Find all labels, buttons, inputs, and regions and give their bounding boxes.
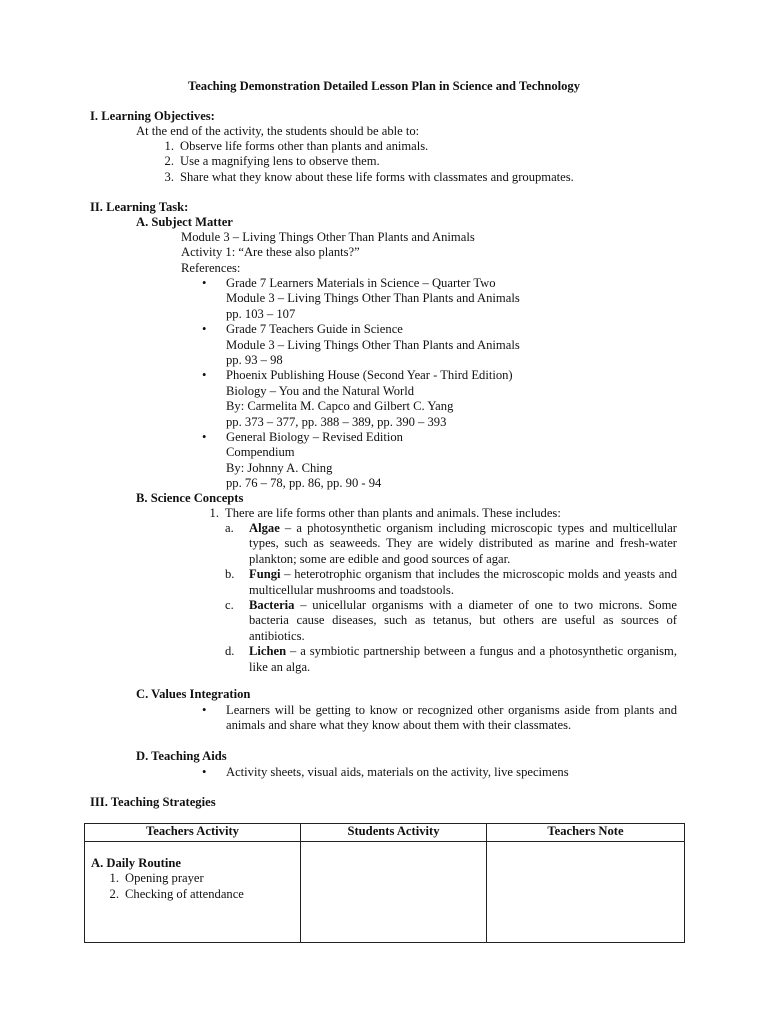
objective-item: 2. Use a magnifying lens to observe them. bbox=[164, 154, 380, 169]
daily-routine-heading: A. Daily Routine bbox=[91, 856, 181, 870]
section-learning-objectives-heading: I. Learning Objectives: bbox=[90, 109, 215, 123]
column-header: Students Activity bbox=[301, 824, 487, 842]
concept-item: c. Bacteria – unicellular organisms with a diameter of one to two microns. Some bacteria cause diseases, such as tetanus, but others are useful as sources of antibiotics. bbox=[225, 598, 677, 643]
bullet-icon: • bbox=[202, 703, 207, 717]
concept-item: d. Lichen – a symbiotic partnership between a fungus and a photosynthetic organism, like an alga. bbox=[225, 644, 677, 674]
science-concepts-list bbox=[225, 521, 677, 675]
teachers-note-cell bbox=[487, 842, 685, 943]
teaching-strategies-table bbox=[84, 823, 685, 943]
concept-item: a. Algae – a photosynthetic organism including microscopic types and multicellular types, such as seaweeds. They are widely distributed as marine and fresh-water plankton; some are edible and good sources of agar. bbox=[225, 521, 677, 566]
science-concepts-intro: 1. There are life forms other than plants and animals. These includes: bbox=[209, 506, 561, 520]
column-header: Teachers Note bbox=[487, 824, 685, 842]
objectives-list bbox=[152, 139, 574, 185]
objective-item: 1. Observe life forms other than plants and animals. bbox=[164, 139, 429, 153]
table-header-row bbox=[85, 824, 685, 842]
section-teaching-strategies-heading: III. Teaching Strategies bbox=[90, 795, 216, 809]
reference-item: • Grade 7 Learners Materials in Science – Quarter Two Module 3 – Living Things Other Than Plants and Animals pp. 103 – 107 bbox=[202, 276, 520, 321]
table-row bbox=[85, 842, 685, 943]
concept-item: b. Fungi – heterotrophic organism that includes the microscopic molds and yeasts and multicellular mushrooms and toadstools. bbox=[225, 567, 677, 597]
activity-line: Activity 1: “Are these also plants?” bbox=[181, 245, 360, 260]
reference-item: • Phoenix Publishing House (Second Year - Third Edition) Biology – You and the Natural World By: Carmelita M. Capco and Gilbert C. Yang pp. 373 – 377, pp. 388 – 389, pp. 390 – 393 bbox=[202, 368, 513, 429]
subject-matter-heading: A. Subject Matter bbox=[136, 215, 233, 229]
column-header: Teachers Activity bbox=[85, 824, 301, 842]
teaching-aids-heading: D. Teaching Aids bbox=[136, 749, 227, 763]
objective-item: 3. Share what they know about these life forms with classmates and groupmates. bbox=[164, 169, 574, 184]
bullet-icon: • bbox=[202, 322, 207, 337]
routine-item: 1. Opening prayer bbox=[109, 871, 204, 886]
bullet-icon: • bbox=[202, 368, 207, 383]
students-activity-cell bbox=[301, 842, 487, 943]
science-concepts-heading: B. Science Concepts bbox=[136, 491, 244, 505]
bullet-icon: • bbox=[202, 765, 207, 779]
bullet-icon: • bbox=[202, 430, 207, 445]
references-label: References: bbox=[181, 260, 241, 275]
module-line: Module 3 – Living Things Other Than Plants and Animals bbox=[181, 230, 475, 244]
document-title: Teaching Demonstration Detailed Lesson Plan in Science and Technology bbox=[187, 79, 581, 93]
subject-matter-details bbox=[181, 230, 475, 276]
reference-item: • General Biology – Revised Edition Compendium By: Johnny A. Ching pp. 76 – 78, pp. 86, pp. 90 - 94 bbox=[202, 430, 403, 491]
objectives-intro: At the end of the activity, the students should be able to: bbox=[136, 124, 420, 138]
bullet-icon: • bbox=[202, 276, 207, 290]
reference-item: • Grade 7 Teachers Guide in Science Module 3 – Living Things Other Than Plants and Animals pp. 93 – 98 bbox=[202, 322, 520, 368]
values-integration-heading: C. Values Integration bbox=[136, 687, 251, 701]
references-list bbox=[202, 276, 520, 492]
values-integration-item: • Learners will be getting to know or recognized other organisms aside from plants and animals and share what they know about them with their classmates. bbox=[202, 703, 677, 733]
teaching-aids-item: • Activity sheets, visual aids, materials on the activity, live specimens bbox=[202, 765, 569, 779]
teachers-activity-cell bbox=[85, 842, 301, 943]
routine-item: 2. Checking of attendance bbox=[109, 886, 244, 901]
section-learning-task-heading: II. Learning Task: bbox=[90, 200, 189, 214]
